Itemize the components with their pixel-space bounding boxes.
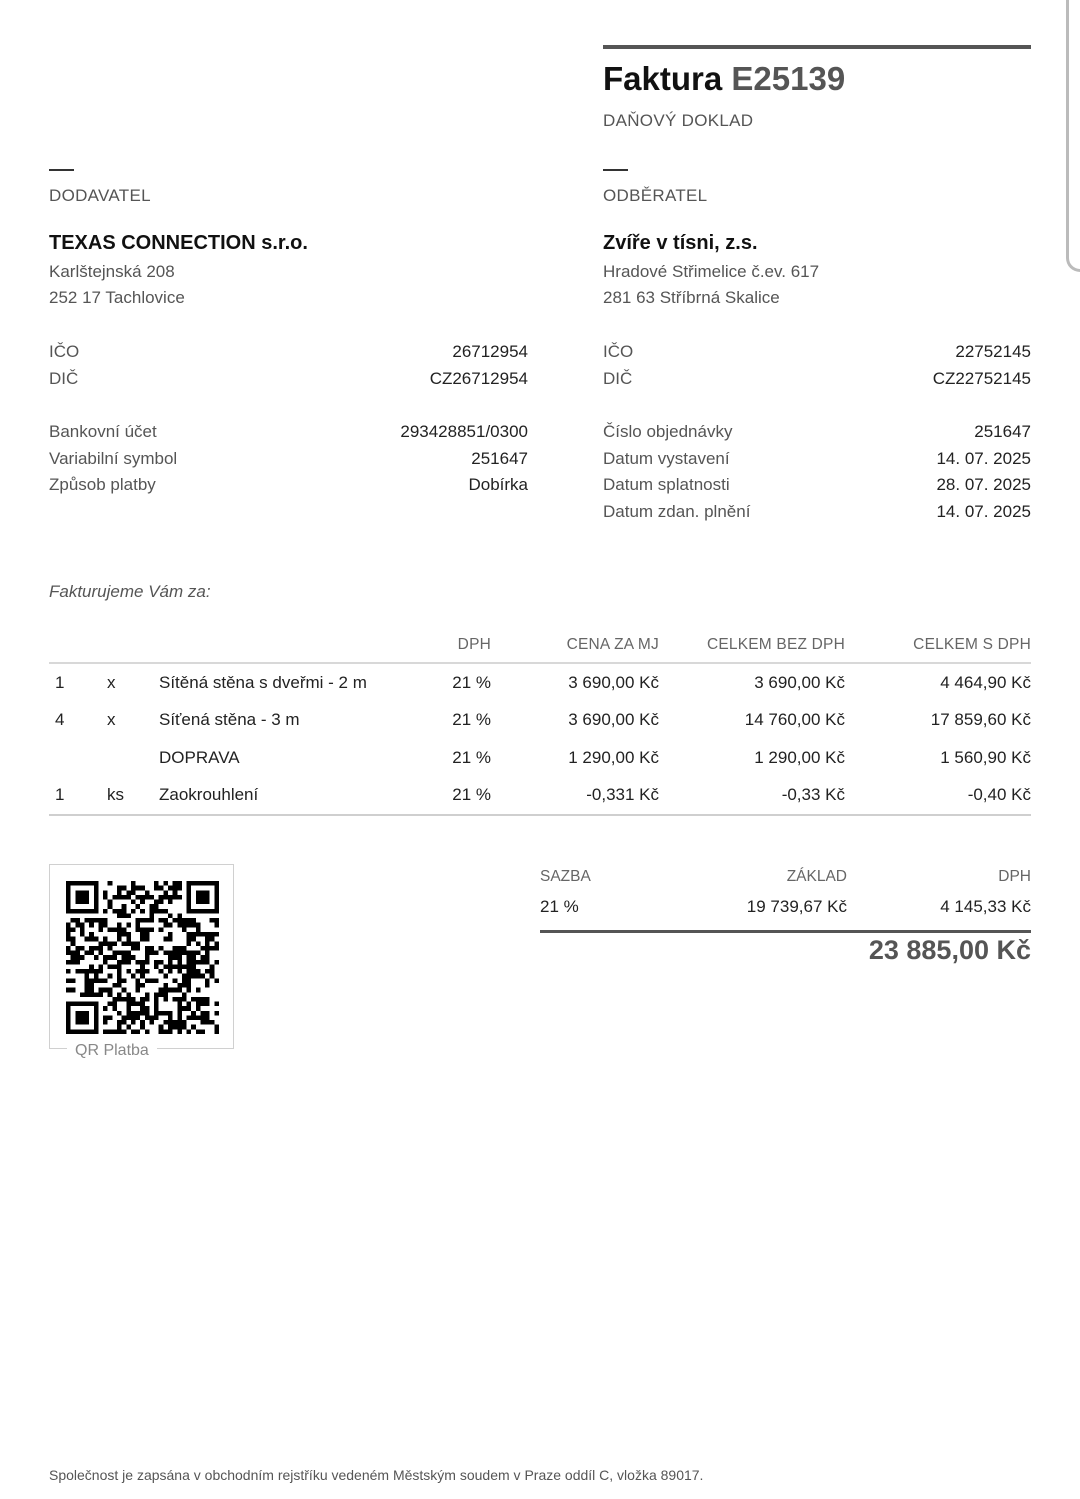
item-total-with-vat: 1 560,90 Kč (940, 747, 1031, 767)
item-unit: ks (107, 777, 159, 816)
header-unit-price: CENA ZA MJ (491, 628, 659, 663)
item-dph: 21 % (389, 777, 491, 816)
scroll-indicator (1066, 0, 1080, 272)
payment-method-row (49, 472, 528, 499)
registry-footer: Společnost je zapsána v obchodním rejstříku vedeném Městským soudem v Praze oddíl C, vložka 89017. (49, 1467, 704, 1483)
bank-account-value: 293428851/0300 (400, 422, 528, 441)
customer-ico-row (603, 339, 1031, 366)
customer-dic-value: CZ22752145 (932, 368, 1031, 388)
item-name: Sítěná stěna s dveřmi - 2 m (159, 672, 367, 692)
supplier-address (49, 259, 185, 311)
supplier-address-line2: 252 17 Tachlovice (49, 288, 185, 307)
supplier-section-label: DODAVATEL (49, 186, 151, 205)
header-unit (107, 628, 159, 663)
bank-account-label: Bankovní účet (49, 422, 157, 441)
customer-dic-row (603, 366, 1031, 393)
issue-date-row (603, 446, 1031, 473)
item-dph: 21 % (452, 747, 491, 767)
vat-rate: 21 % (540, 897, 579, 916)
customer-name: Zvíře v tísni, z.s. (603, 232, 758, 254)
variable-symbol-row (49, 446, 528, 473)
variable-symbol-value: 251647 (471, 448, 528, 468)
due-date-row (603, 472, 1031, 499)
order-number-label: Číslo objednávky (603, 422, 733, 441)
item-name: Zaokrouhlení (159, 777, 389, 816)
supplier-name: TEXAS CONNECTION s.r.o. (49, 232, 308, 254)
item-total-without-vat: 14 760,00 Kč (744, 710, 845, 730)
invoice-number: E25139 (731, 60, 846, 97)
supplier-ids (49, 339, 528, 392)
invoice-title-word: Faktura (603, 60, 723, 97)
table-row (49, 777, 1031, 816)
item-unit-price: 3 690,00 Kč (568, 672, 659, 692)
customer-dic-label: DIČ (603, 368, 633, 388)
supplier-dic-value: CZ26712954 (429, 368, 528, 388)
customer-ico-label: IČO (603, 342, 634, 361)
header-total-without-vat: CELKEM BEZ DPH (659, 628, 845, 663)
taxable-date-label: Datum zdan. plnění (603, 501, 751, 521)
vat-summary-row (540, 892, 1031, 922)
table-row (49, 663, 1031, 702)
due-date-value: 28. 07. 2025 (936, 475, 1031, 494)
items-intro: Fakturujeme Vám za: (49, 582, 211, 601)
items-table-header (49, 628, 1031, 663)
item-unit: x (107, 672, 116, 692)
header-dph: DPH (389, 628, 491, 663)
item-total-with-vat: -0,40 Kč (845, 777, 1031, 816)
taxable-date-row (603, 499, 1031, 526)
customer-dash (603, 169, 628, 171)
vat-base: 19 739,67 Kč (746, 897, 847, 916)
invoice-subtitle: DAŇOVÝ DOKLAD (603, 111, 754, 130)
customer-address-line1: Hradové Střimelice č.ev. 617 (603, 262, 820, 281)
taxable-date-value: 14. 07. 2025 (936, 501, 1031, 521)
item-total-without-vat: 3 690,00 Kč (754, 672, 845, 692)
supplier-dic-label: DIČ (49, 368, 79, 388)
item-name: DOPRAVA (159, 747, 240, 767)
supplier-payment-info (49, 419, 528, 499)
item-total-without-vat: 1 290,00 Kč (754, 747, 845, 767)
customer-ico-value: 22752145 (955, 342, 1031, 361)
supplier-address-line1: Karlštejnská 208 (49, 262, 175, 281)
item-dph: 21 % (452, 710, 491, 730)
item-name: Síťená stěna - 3 m (159, 710, 300, 730)
qr-payment-label: QR Platba (67, 1042, 157, 1060)
item-qty: 1 (49, 777, 107, 816)
invoice-dates (603, 419, 1031, 525)
vat-summary-rule (540, 930, 1031, 933)
issue-date-value: 14. 07. 2025 (936, 448, 1031, 468)
header-total-with-vat: CELKEM S DPH (845, 628, 1031, 663)
table-row (49, 739, 1031, 777)
vat-header-base: ZÁKLAD (786, 868, 847, 885)
item-total-with-vat: 4 464,90 Kč (940, 672, 1031, 692)
supplier-ico-row (49, 339, 528, 366)
header-qty (49, 628, 107, 663)
item-total-without-vat: -0,33 Kč (659, 777, 845, 816)
vat-header-rate: SAZBA (540, 868, 591, 885)
order-number-row (603, 419, 1031, 446)
variable-symbol-label: Variabilní symbol (49, 448, 178, 468)
payment-method-label: Způsob platby (49, 475, 156, 494)
grand-total: 23 885,00 Kč (868, 935, 1031, 965)
order-number-value: 251647 (974, 422, 1031, 441)
item-unit-price: -0,331 Kč (491, 777, 659, 816)
customer-address (603, 259, 819, 311)
item-unit (107, 739, 159, 777)
supplier-ico-label: IČO (49, 342, 80, 361)
item-unit-price: 1 290,00 Kč (568, 747, 659, 767)
item-dph: 21 % (452, 672, 491, 692)
item-qty (49, 739, 107, 777)
invoice-title (603, 60, 845, 98)
qr-code-icon (66, 881, 219, 1034)
due-date-label: Datum splatnosti (603, 475, 730, 494)
vat-amount: 4 145,33 Kč (940, 897, 1031, 916)
header-name (159, 628, 389, 663)
items-table (49, 628, 1031, 816)
customer-section-label: ODBĚRATEL (603, 186, 708, 205)
item-total-with-vat: 17 859,60 Kč (930, 710, 1031, 730)
item-unit-price: 3 690,00 Kč (568, 710, 659, 730)
item-unit: x (107, 710, 116, 730)
item-qty: 4 (55, 710, 65, 730)
supplier-dic-row (49, 366, 528, 393)
vat-summary-header (540, 862, 1031, 892)
payment-method-value: Dobírka (468, 475, 528, 494)
supplier-dash (49, 169, 74, 171)
qr-payment-box (49, 864, 234, 1049)
title-accent-bar (603, 45, 1031, 49)
bank-account-row (49, 419, 528, 446)
vat-summary (540, 862, 1031, 933)
vat-header-vat: DPH (998, 868, 1031, 885)
item-qty: 1 (55, 672, 65, 692)
customer-ids (603, 339, 1031, 392)
supplier-ico-value: 26712954 (452, 342, 528, 361)
issue-date-label: Datum vystavení (603, 448, 730, 468)
customer-address-line2: 281 63 Stříbrná Skalice (603, 288, 780, 307)
table-row (49, 702, 1031, 740)
